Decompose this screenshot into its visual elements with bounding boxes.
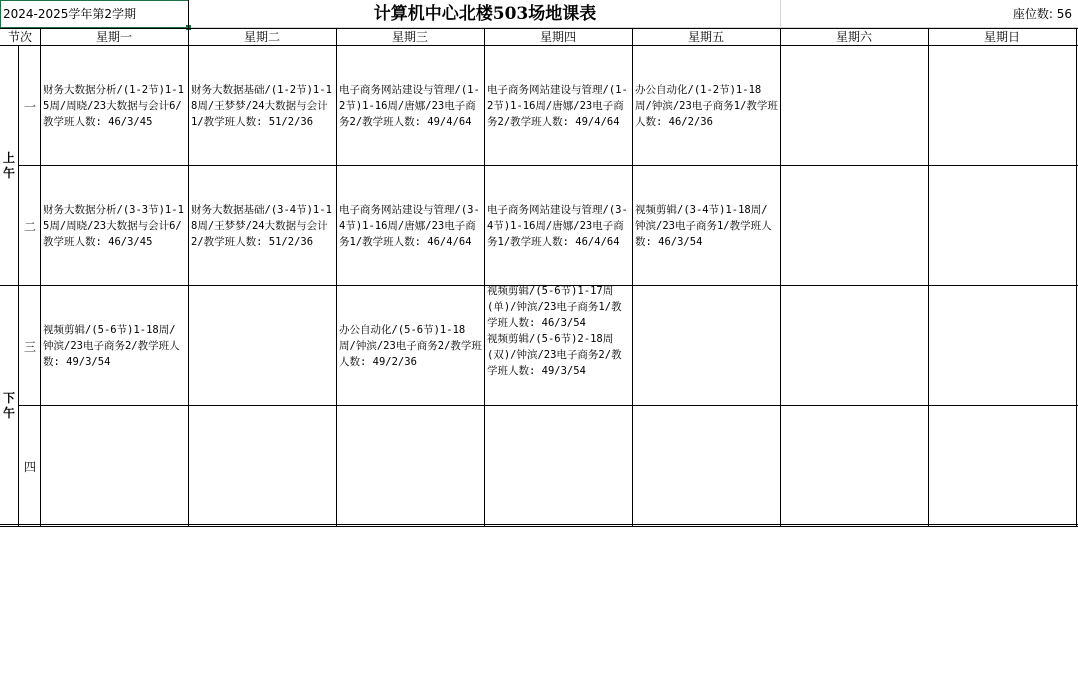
- empty-cell-sat-p3[interactable]: [780, 286, 928, 406]
- empty-cell-sun-p1[interactable]: [928, 46, 1076, 166]
- table-rule: [780, 28, 781, 527]
- course-cell-tue-p1[interactable]: 财务大数据基础/(1-2节)1-18周/王梦梦/24大数据与会计1/教学班人数: 51/2/36: [191, 84, 332, 128]
- empty-cell-tue-p4[interactable]: [188, 406, 336, 526]
- session-afternoon: 下 午: [2, 391, 15, 420]
- table-rule: [0, 524, 1078, 525]
- course-cell-mon-p1[interactable]: 财务大数据分析/(1-2节)1-15周/周晓/23大数据与会计6/教学班人数: 46/3/45: [43, 84, 184, 128]
- day-header-fri: 星期五: [687, 30, 724, 44]
- period-label-3: 三: [23, 339, 36, 354]
- session-morning: 上 午: [2, 151, 15, 180]
- day-header-sun: 星期日: [983, 30, 1020, 44]
- empty-cell-sun-p4[interactable]: [928, 406, 1076, 526]
- table-rule: [632, 28, 633, 527]
- course-cell-wed-p1[interactable]: 电子商务网站建设与管理/(1-2节)1-16周/唐娜/23电子商务2/教学班人数: 49/4/64: [339, 84, 480, 128]
- empty-cell-sun-p2[interactable]: [928, 166, 1076, 286]
- table-rule: [18, 405, 1078, 406]
- empty-cell-fri-p4[interactable]: [632, 406, 780, 526]
- course-cell-thu-p1[interactable]: 电子商务网站建设与管理/(1-2节)1-16周/唐娜/23电子商务2/教学班人数: 49/4/64: [487, 84, 628, 128]
- course-cell-thu-p2[interactable]: 电子商务网站建设与管理/(3-4节)1-16周/唐娜/23电子商务1/教学班人数: 46/4/64: [487, 204, 628, 248]
- day-header-thu: 星期四: [539, 30, 576, 44]
- table-rule: [1076, 28, 1077, 527]
- course-cell-mon-p3[interactable]: 视频剪辑/(5-6节)1-18周/钟滨/23电子商务2/教学班人数: 49/3/54: [43, 324, 180, 368]
- semester-cell[interactable]: [0, 0, 189, 28]
- table-rule: [40, 28, 41, 527]
- course-cell-thu-p3-text: 视频剪辑/(5-6节)1-17周(单)/钟滨/23电子商务1/教学班人数: 46/3/54 视频剪辑/(5-6节)2-18周(双)/钟滨/23电子商务2/教学班人数: 49/3/54: [487, 286, 622, 377]
- empty-cell-sun-p3[interactable]: [928, 286, 1076, 406]
- course-cell-fri-p1[interactable]: 办公自动化/(1-2节)1-18周/钟滨/23电子商务1/教学班人数: 46/2/36: [635, 84, 778, 128]
- course-cell-mon-p2[interactable]: 财务大数据分析/(3-3节)1-15周/周晓/23大数据与会计6/教学班人数: 46/3/45: [43, 204, 184, 248]
- seat-count: 座位数: 56: [1012, 7, 1072, 21]
- course-cell-wed-p2[interactable]: 电子商务网站建设与管理/(3-4节)1-16周/唐娜/23电子商务1/教学班人数: 46/4/64: [339, 204, 480, 248]
- semester-label: 2024-2025学年第2学期: [3, 7, 137, 21]
- table-rule: [0, 28, 1078, 29]
- empty-cell-sat-p4[interactable]: [780, 406, 928, 526]
- day-header-sat: 星期六: [835, 30, 872, 44]
- course-cell-tue-p2[interactable]: 财务大数据基础/(3-4节)1-18周/王梦梦/24大数据与会计2/教学班人数: 51/2/36: [191, 204, 332, 248]
- day-header-tue: 星期二: [243, 30, 280, 44]
- table-rule: [928, 28, 929, 527]
- table-rule: [18, 165, 1078, 166]
- empty-cell-mon-p4[interactable]: [40, 406, 188, 526]
- period-header: 节次: [7, 30, 32, 44]
- day-header-mon: 星期一: [95, 30, 132, 44]
- empty-cell-sat-p2[interactable]: [780, 166, 928, 286]
- empty-cell-thu-p4[interactable]: [484, 406, 632, 526]
- table-rule: [188, 0, 189, 527]
- course-cell-fri-p2[interactable]: 视频剪辑/(3-4节)1-18周/钟滨/23电子商务1/教学班人数: 46/3/54: [635, 204, 772, 248]
- table-rule: [336, 28, 337, 527]
- page-title: 计算机中心北楼503场地课表: [373, 4, 597, 24]
- table-rule: [18, 45, 19, 527]
- empty-cell-fri-p3[interactable]: [632, 286, 780, 406]
- day-header-wed: 星期三: [391, 30, 428, 44]
- table-rule: [484, 28, 485, 527]
- period-label-2: 二: [23, 219, 36, 234]
- period-label-1: 一: [23, 99, 36, 114]
- table-rule: [0, 45, 1078, 46]
- empty-cell-tue-p3[interactable]: [188, 286, 336, 406]
- period-label-4: 四: [23, 459, 36, 474]
- course-cell-wed-p3[interactable]: 办公自动化/(5-6节)1-18周/钟滨/23电子商务2/教学班人数: 49/2/36: [339, 324, 482, 368]
- course-cell-thu-p3[interactable]: [484, 286, 632, 406]
- empty-cell-wed-p4[interactable]: [336, 406, 484, 526]
- empty-cell-sat-p1[interactable]: [780, 46, 928, 166]
- table-rule: [0, 526, 1078, 527]
- table-rule: [0, 285, 1078, 286]
